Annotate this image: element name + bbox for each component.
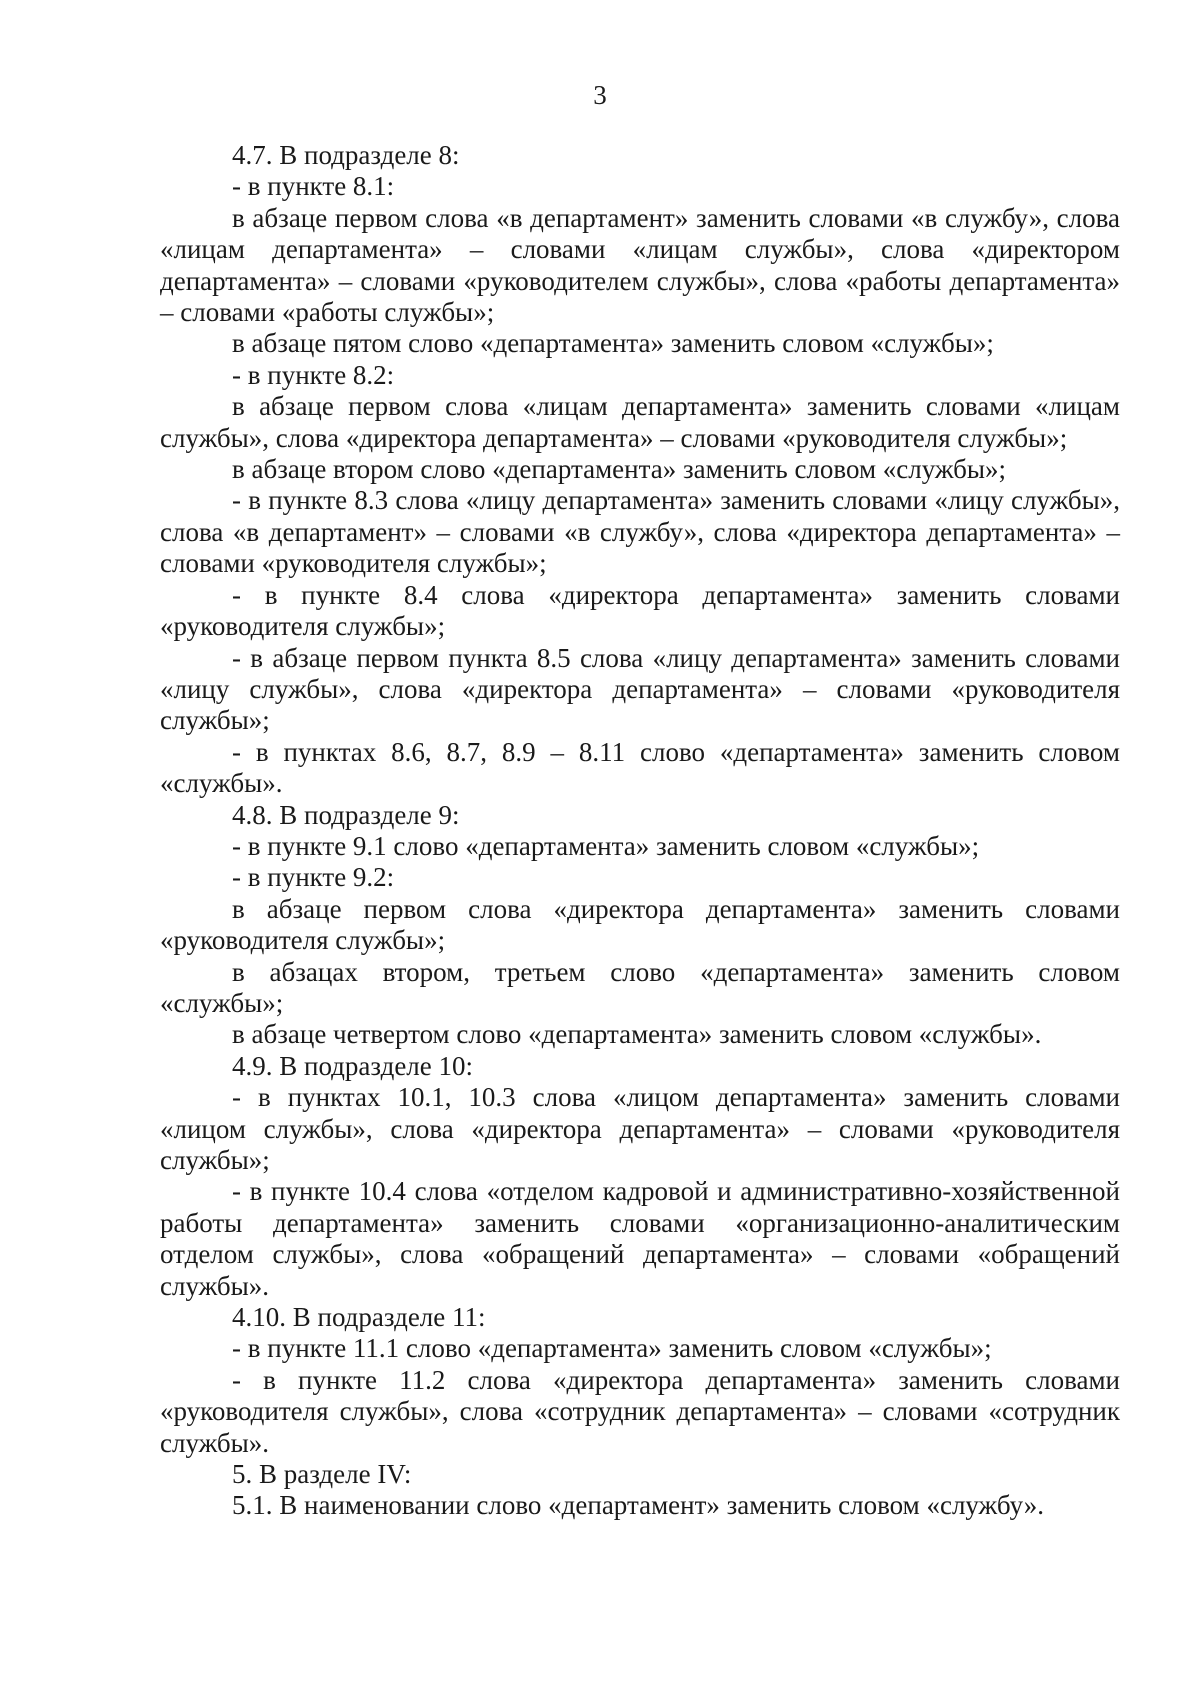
paragraph: 5. В разделе IV: [232, 1459, 412, 1490]
paragraph: - в пункте 8.3 слова «лицу департамента» заменить словами «лицу службы», слова «в департамент» – словами «в службу», слова «директора департамента» – словами «руководителя службы»; [160, 485, 1120, 579]
page-number: 3 [593, 80, 607, 110]
paragraph: в абзаце втором слово «департамента» заменить словом «службы»; [232, 454, 1007, 485]
paragraph: 5.1. В наименовании слово «департамент» заменить словом «службу». [232, 1490, 1044, 1521]
document-body [160, 140, 1120, 1522]
paragraph: - в абзаце первом пункта 8.5 слова «лицу департамента» заменить словами «лицу службы», слова «директора департамента» – словами «руководителя службы»; [160, 642, 1120, 736]
paragraph: 4.9. В подразделе 10: [232, 1050, 474, 1081]
paragraph: - в пункте 11.1 слово «департамента» заменить словом «службы»; [232, 1333, 992, 1364]
paragraph: 4.10. В подразделе 11: [232, 1302, 486, 1333]
paragraph: в абзаце четвертом слово «департамента» заменить словом «службы». [232, 1019, 1042, 1050]
paragraph: - в пунктах 8.6, 8.7, 8.9 – 8.11 слово «департамента» заменить словом «службы». [160, 736, 1120, 799]
paragraph: 4.7. В подразделе 8: [232, 140, 460, 170]
paragraph: - в пункте 9.2: [232, 862, 395, 893]
paragraph: в абзацах втором, третьем слово «департамента» заменить словом «службы»; [160, 956, 1120, 1018]
paragraph: - в пункте 8.2: [232, 359, 395, 390]
paragraph: - в пункте 11.2 слова «директора департамента» заменить словами «руководителя службы», слова «сотрудник департамента» – словами «сотрудник службы». [160, 1364, 1120, 1458]
paragraph: - в пункте 10.4 слова «отделом кадровой и административно-хозяйственной работы департамента» заменить словами «организационно-аналитическим отделом службы», слова «обращений департамента» – словами «обращений службы». [160, 1176, 1120, 1301]
paragraph: - в пунктах 10.1, 10.3 слова «лицом департамента» заменить словами «лицом службы», слова «директора департамента» – словами «руководителя службы»; [160, 1082, 1120, 1175]
paragraph: 4.8. В подразделе 9: [232, 799, 460, 830]
paragraph: - в пункте 9.1 слово «департамента» заменить словом «службы»; [232, 830, 980, 861]
paragraph: в абзаце пятом слово «департамента» заменить словом «службы»; [232, 328, 994, 359]
paragraph: - в пункте 8.4 слова «директора департамента» заменить словами «руководителя службы»; [160, 579, 1120, 642]
paragraph: в абзаце первом слова «лицам департамента» заменить словами «лицам службы», слова «директора департамента» – словами «руководителя службы»; [160, 391, 1120, 453]
paragraph: в абзаце первом слова «в департамент» заменить словами «в службу», слова «лицам департамента» – словами «лицам службы», слова «директором департамента» – словами «руководителем службы», слова «работы департамента» – словами «работы службы»; [160, 202, 1120, 328]
paragraph: в абзаце первом слова «директора департамента» заменить словами «руководителя службы»; [160, 893, 1120, 956]
paragraph: - в пункте 8.1: [232, 171, 395, 202]
